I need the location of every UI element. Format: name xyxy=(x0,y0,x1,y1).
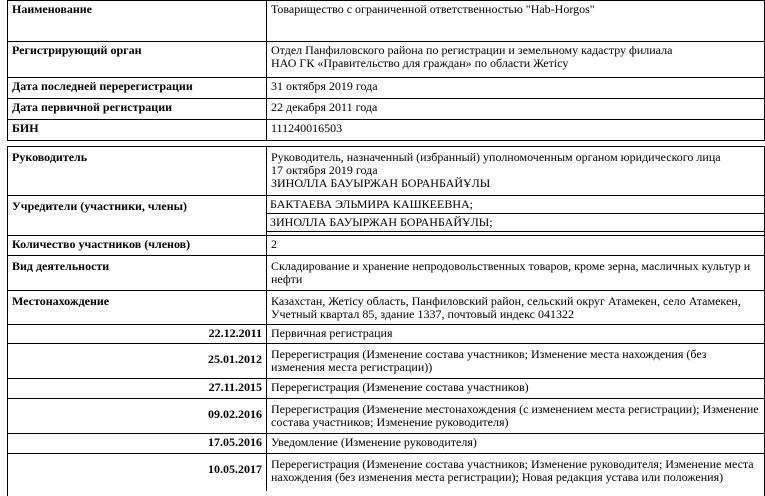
management-table xyxy=(7,146,765,496)
location-row xyxy=(8,291,764,325)
activity-row xyxy=(8,256,764,291)
members-count-row xyxy=(8,236,764,256)
location-value: Казахстан, Жетісу область, Панфиловский район, сельский округ Атамекен, село Атамекен, Учетный квартал 85, здание 1337, почтовый индекс 041322 xyxy=(271,294,741,321)
first-reg-label: Дата первичной регистрации xyxy=(8,99,267,119)
head-row xyxy=(8,147,764,196)
activity-value: Складирование и хранение непродовольственных товаров, кроме зерна, масличных культур и нефти xyxy=(271,259,751,286)
registrar-row xyxy=(8,42,764,78)
founders-list xyxy=(266,195,765,232)
head-date: 17 октября 2019 года xyxy=(271,163,378,177)
company-info-table xyxy=(7,0,765,141)
registrar-label: Регистрирующий орган xyxy=(8,42,267,77)
history-row xyxy=(8,325,764,344)
members-count-label: Количество участников (членов) xyxy=(8,236,267,255)
founders-row xyxy=(8,196,764,236)
history-date: 22.12.2011 xyxy=(8,325,267,343)
founders-value xyxy=(267,196,764,235)
name-label: Наименование xyxy=(8,1,267,41)
history-date: 17.05.2016 xyxy=(8,434,267,453)
head-position: Руководитель, назначенный (избранный) уполномоченным органом юридического лица xyxy=(271,150,721,164)
history-text: Уведомление (Изменение руководителя) xyxy=(271,435,477,449)
first-reg-row xyxy=(8,99,764,120)
founder-item: ЗИНОЛЛА БАУЫРЖАН БОРАНБАЙҰЛЫ; xyxy=(270,215,493,229)
head-value xyxy=(267,147,764,195)
history-row xyxy=(8,454,764,491)
founders-label: Учредители (участники, члены) xyxy=(8,196,267,235)
first-reg-value: 22 декабря 2011 года xyxy=(271,100,378,114)
history-text: Первичная регистрация xyxy=(271,326,393,340)
last-rereg-row xyxy=(8,78,764,99)
history-text: Перерегистрация (Изменение состава участников; Изменение руководителя; Изменение места нахождения (без изменения места регистрации); Новая редакция устава или положения) xyxy=(271,457,754,484)
head-label: Руководитель xyxy=(8,147,267,195)
members-count-value: 2 xyxy=(271,237,277,251)
activity-label: Вид деятельности xyxy=(8,256,267,290)
location-label: Местонахождение xyxy=(8,291,267,324)
name-row xyxy=(8,1,764,42)
history-row xyxy=(8,434,764,454)
bin-value: 111240016503 xyxy=(271,121,343,135)
history-text: Перерегистрация (Изменение состава участников) xyxy=(271,380,529,394)
name-value: Товарищество с ограниченной ответственностью "Hab-Horgos" xyxy=(271,2,595,16)
history-text: Перерегистрация (Изменение состава участников; Изменение места нахождения (без изменения места регистрации)) xyxy=(271,347,707,374)
history-date: 09.02.2016 xyxy=(8,399,267,433)
last-rereg-value: 31 октября 2019 года xyxy=(271,79,378,93)
bin-row xyxy=(8,120,764,140)
history-date: 27.11.2015 xyxy=(8,379,267,398)
history-row xyxy=(8,344,764,379)
history-date: 10.05.2017 xyxy=(8,454,267,491)
history-row xyxy=(8,399,764,434)
bin-label: БИН xyxy=(8,120,267,140)
history-date: 25.01.2012 xyxy=(8,344,267,378)
last-rereg-label: Дата последней перерегистрации xyxy=(8,78,267,98)
founder-item: БАКТАЕВА ЭЛЬМИРА КАШКЕЕВНА; xyxy=(267,196,764,214)
history-text: Перерегистрация (Изменение местонахождения (с изменением места регистрации); Изменение состава участников; Изменение руководителя) xyxy=(271,402,759,429)
registrar-value: Отдел Панфиловского района по регистрации и земельному кадастру филиала НАО ГК «Правительство для граждан» по области Жетісу xyxy=(271,43,673,70)
history-row xyxy=(8,379,764,399)
head-name: ЗИНОЛЛА БАУЫРЖАН БОРАНБАЙҰЛЫ xyxy=(271,176,491,190)
